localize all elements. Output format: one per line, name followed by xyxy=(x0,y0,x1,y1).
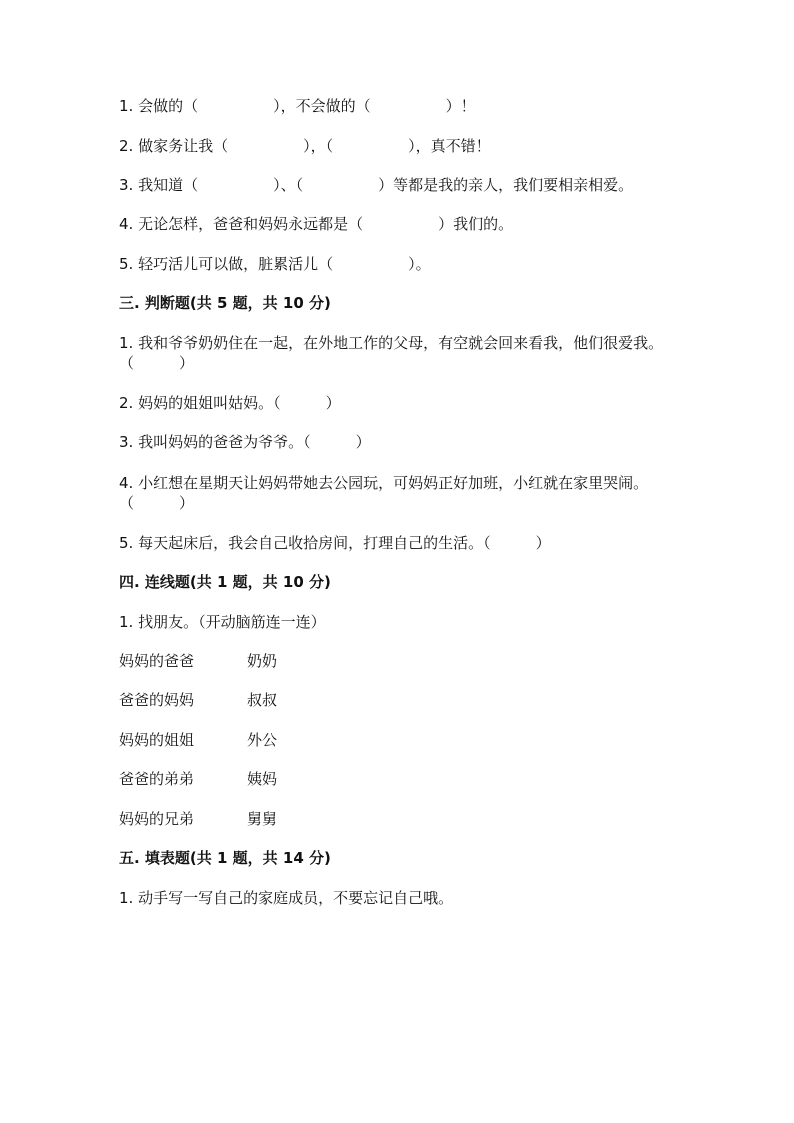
judge-item-5: 5. 每天起床后，我会自己收拾房间，打理自己的生活。（ ） xyxy=(119,534,551,552)
fill-blank-item-5: 5. 轻巧活儿可以做，脏累活儿（ ）。 xyxy=(119,255,431,273)
judge-item-2: 2. 妈妈的姐姐叫姑妈。（ ） xyxy=(119,394,341,412)
match-left-item: 爸爸的妈妈 xyxy=(119,691,195,709)
match-right-item: 叔叔 xyxy=(247,691,278,709)
judge-item-1: 1. 我和爷爷奶奶住在一起，在外地工作的父母，有空就会回来看我，他们很爱我。（ ） xyxy=(119,334,664,372)
match-left-item: 爸爸的弟弟 xyxy=(119,770,195,788)
fill-blank-item-1: 1. 会做的（ ），不会做的（ ）！ xyxy=(119,97,476,115)
section-heading-table: 五. 填表题(共 1 题，共 14 分) xyxy=(119,849,331,867)
match-left-item: 妈妈的爸爸 xyxy=(119,652,195,670)
table-question: 1. 动手写一写自己的家庭成员，不要忘记自己哦。 xyxy=(119,889,454,907)
match-right-item: 奶奶 xyxy=(247,652,278,670)
section-heading-judge: 三. 判断题(共 5 题，共 10 分) xyxy=(119,294,331,312)
fill-blank-item-4: 4. 无论怎样，爸爸和妈妈永远都是（ ）我们的。 xyxy=(119,215,514,233)
match-right-item: 外公 xyxy=(247,731,278,749)
match-left-item: 妈妈的兄弟 xyxy=(119,810,195,828)
section-heading-match: 四. 连线题(共 1 题，共 10 分) xyxy=(119,573,331,591)
match-right-item: 舅舅 xyxy=(247,810,278,828)
judge-item-4: 4. 小红想在星期天让妈妈带她去公园玩，可妈妈正好加班，小红就在家里哭闹。（ ） xyxy=(119,474,649,512)
match-right-item: 姨妈 xyxy=(247,770,278,788)
fill-blank-item-3: 3. 我知道（ ）、（ ）等都是我的亲人，我们要相亲相爱。 xyxy=(119,176,634,194)
judge-item-3: 3. 我叫妈妈的爸爸为爷爷。（ ） xyxy=(119,433,371,451)
match-left-item: 妈妈的姐姐 xyxy=(119,731,195,749)
match-question: 1. 找朋友。（开动脑筋连一连） xyxy=(119,613,326,631)
fill-blank-item-2: 2. 做家务让我（ ），（ ），真不错！ xyxy=(119,137,491,155)
